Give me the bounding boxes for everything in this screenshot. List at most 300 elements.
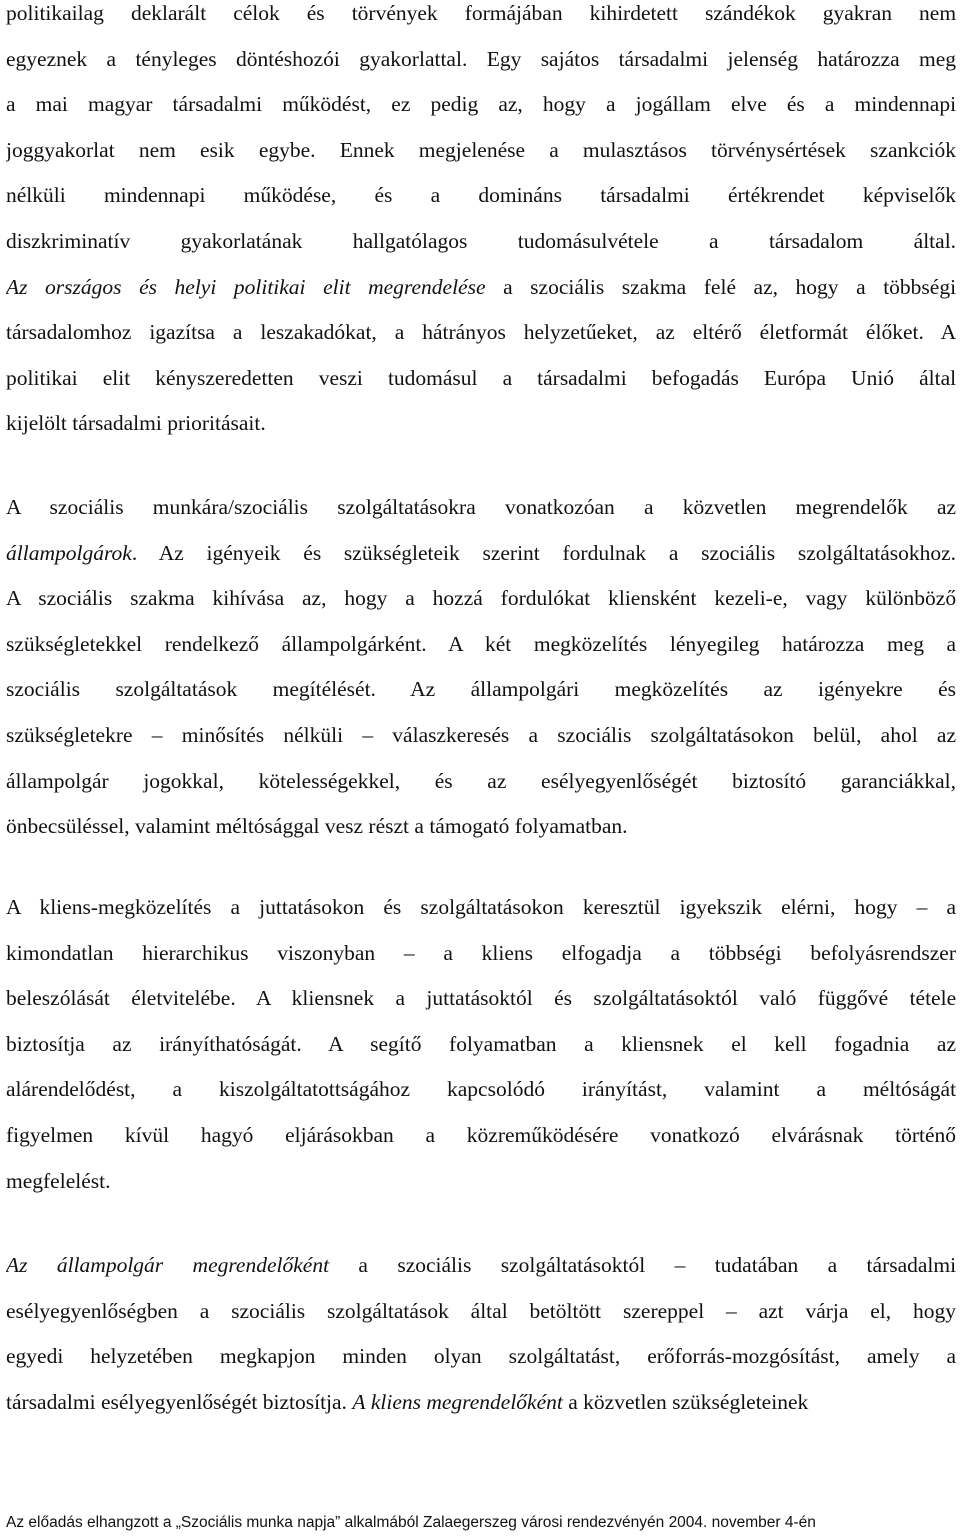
text-run: tényleges <box>135 46 217 71</box>
text-run: értékrendet <box>727 183 825 208</box>
text-run: fordulókat <box>500 586 591 611</box>
text-run: A <box>448 631 463 656</box>
text-run: és <box>554 986 573 1011</box>
text-run: és <box>306 1 325 25</box>
text-line <box>6 676 956 722</box>
text-run: helyzetűeket, <box>523 320 638 345</box>
text-run: hogy <box>795 274 839 299</box>
paragraph-4 <box>6 1252 956 1434</box>
text-run: a <box>394 320 405 345</box>
text-run: belül, <box>813 722 862 747</box>
text-run: szociális <box>38 586 113 611</box>
text-line <box>6 1252 956 1298</box>
text-run: szociális <box>530 274 605 299</box>
text-run: a <box>6 92 16 117</box>
text-run: kliens <box>481 940 534 965</box>
text-run: és <box>938 677 956 702</box>
text-run: a <box>827 1253 838 1277</box>
text-run: juttatásokon <box>259 895 365 919</box>
text-run: szolgáltatásoktól <box>593 986 738 1011</box>
text-run: való <box>759 986 797 1011</box>
text-run: életformát <box>759 320 848 345</box>
text-line <box>6 540 956 586</box>
italic-text: politikai <box>233 274 306 299</box>
text-line <box>6 410 956 456</box>
text-run: kötelességekkel, <box>258 768 401 793</box>
text-run: és <box>434 768 453 793</box>
text-run: a <box>430 183 441 208</box>
text-run: szükségletekre <box>6 722 133 747</box>
text-run: folyamatban <box>449 1031 557 1056</box>
text-run: a <box>425 1122 436 1147</box>
text-run: a <box>606 92 616 117</box>
text-run: az <box>936 722 956 747</box>
text-run: közvetlen <box>682 495 767 519</box>
text-run: fogadnia <box>834 1031 910 1056</box>
text-run: pedig <box>430 92 479 117</box>
text-line <box>6 365 956 411</box>
text-run: közvetlen <box>583 1389 667 1414</box>
text-run: függővé <box>817 986 889 1011</box>
text-run: működést, <box>282 92 372 117</box>
text-line <box>6 319 956 365</box>
text-run: A <box>328 1031 343 1056</box>
text-line <box>6 1076 956 1122</box>
text-run: közreműködésére <box>466 1122 619 1147</box>
italic-text: megrendelőként <box>192 1253 330 1277</box>
text-run: biztosítja <box>6 1031 85 1056</box>
text-run: politikai <box>6 365 78 390</box>
text-run: jogokkal, <box>143 768 224 793</box>
italic-text: országos <box>45 274 122 299</box>
text-run: szándékok <box>705 1 796 25</box>
text-run: valamint <box>134 814 211 839</box>
text-run: kliens-megközelítés <box>39 895 212 919</box>
text-run: társadalmi <box>618 46 709 71</box>
text-run: elérni, <box>781 895 836 919</box>
text-run: történő <box>895 1122 956 1147</box>
text-run: tétele <box>909 986 956 1011</box>
text-run: a <box>503 274 513 299</box>
text-run: – <box>674 1253 686 1277</box>
text-run: képviselők <box>862 183 956 208</box>
text-run: hogy <box>854 895 898 919</box>
text-run: munkára/szociális <box>152 495 309 519</box>
text-run: társadalmi <box>537 365 627 390</box>
text-run: jogállam <box>635 92 711 117</box>
paragraph-2 <box>6 494 956 859</box>
text-run: diszkriminatív <box>6 228 131 253</box>
text-line <box>6 228 956 274</box>
text-run: kényszeredetten <box>155 365 294 390</box>
text-run: vonatkozóan <box>504 495 615 519</box>
text-run: méltósággal <box>215 814 320 839</box>
text-run: esélyegyenlőségben <box>6 1298 178 1323</box>
text-run: megítélését. <box>272 677 376 702</box>
text-run: a <box>230 895 241 919</box>
text-run: a <box>549 137 559 162</box>
text-run: többségi <box>708 940 782 965</box>
text-run: – <box>151 722 163 747</box>
text-run: részt <box>368 814 410 839</box>
text-run: politikailag <box>6 1 104 25</box>
text-run: a <box>709 228 719 253</box>
text-run: szakma <box>130 586 195 611</box>
text-run: a <box>824 92 835 117</box>
text-line <box>6 768 956 814</box>
text-run: leszakadókat, <box>260 320 377 345</box>
text-run: vagy <box>805 586 848 611</box>
text-run: az, <box>753 274 778 299</box>
text-run: eltérő <box>692 320 742 345</box>
text-run: ahol <box>880 722 918 747</box>
text-run: a <box>670 940 681 965</box>
text-run: elvárásnak <box>771 1122 864 1147</box>
italic-text: állampolgárok <box>6 540 132 565</box>
text-run: tudomásulvétele <box>517 228 659 253</box>
text-run: önbecsüléssel, <box>6 814 130 839</box>
text-run: jelenség <box>727 46 798 71</box>
text-run: mai <box>35 92 68 117</box>
text-run: felé <box>703 274 736 299</box>
text-run: szolgáltatások <box>327 1298 449 1323</box>
text-run: valamint <box>704 1077 780 1102</box>
text-run: az <box>936 1031 956 1056</box>
text-run: az <box>655 320 675 345</box>
text-run: magyar <box>87 92 153 117</box>
text-run: Európa <box>763 365 827 390</box>
text-run: helyzetében <box>90 1344 193 1369</box>
text-run: irányíthatóságát. <box>159 1031 302 1056</box>
text-run: gyakorlattal. <box>359 46 468 71</box>
text-run: megkapjon <box>219 1344 316 1369</box>
text-run: eljárásokban <box>285 1122 394 1147</box>
text-run: nélküli <box>283 722 344 747</box>
text-run: esélyegyenlőségét <box>541 768 698 793</box>
text-run: a <box>443 940 453 965</box>
text-run: hagyó <box>200 1122 254 1147</box>
italic-text: helyi <box>174 274 217 299</box>
text-run: biztosító <box>732 768 807 793</box>
text-run: vesz <box>324 814 364 839</box>
text-run: hogy <box>913 1298 956 1323</box>
text-run: hallgatólagos <box>352 228 468 253</box>
text-run: szükségleteinek <box>672 1389 809 1414</box>
text-run: betöltött <box>529 1298 602 1323</box>
text-run: minősítés <box>181 722 265 747</box>
text-run: Egy <box>486 46 522 71</box>
italic-text: Az <box>6 1253 28 1277</box>
text-run: kliensnek <box>291 986 375 1011</box>
italic-text: kliens <box>370 1389 421 1414</box>
text-run: mindennapi <box>103 183 206 208</box>
text-run: a <box>232 320 243 345</box>
text-run: fordulnak <box>562 540 647 565</box>
text-run: – <box>916 895 928 919</box>
text-run: kapcsolódó <box>447 1077 545 1102</box>
text-run: az <box>487 768 507 793</box>
text-run: a <box>816 1077 826 1102</box>
text-run: törvények <box>351 1 438 25</box>
text-run: tudatában <box>714 1253 799 1277</box>
text-line <box>6 1343 956 1389</box>
text-run: megközelítés <box>533 631 648 656</box>
text-run: hierarchikus <box>142 940 249 965</box>
text-run: igazítsa <box>149 320 215 345</box>
text-run: A <box>940 320 956 345</box>
text-run: szolgáltatásokhoz. <box>797 540 956 565</box>
text-run: célok <box>233 1 280 25</box>
text-run: többségi <box>883 274 956 299</box>
text-run: kell <box>774 1031 807 1056</box>
text-run: A <box>6 495 21 519</box>
text-run: sajátos <box>540 46 600 71</box>
text-run: minden <box>342 1344 407 1369</box>
text-run: befolyásrendszer <box>810 940 956 965</box>
text-run: a <box>946 895 956 919</box>
text-run: méltóságát <box>862 1077 956 1102</box>
text-run: és <box>786 92 805 117</box>
text-run: a <box>199 1298 210 1323</box>
text-run: szükségletekkel <box>6 631 143 656</box>
text-run: működése, <box>243 183 337 208</box>
text-line <box>6 1168 956 1214</box>
text-line <box>6 813 956 859</box>
page-footer: Az előadás elhangzott a „Szociális munka napja” alkalmából Zalaegerszeg városi rendezvényén 2004. november 4-én <box>6 1514 816 1531</box>
text-line <box>6 985 956 1031</box>
text-run: Ennek <box>339 137 395 162</box>
text-run: határozza <box>782 631 865 656</box>
text-run: deklarált <box>130 1 207 25</box>
text-run: biztosítja. <box>262 1389 347 1414</box>
text-run: figyelmen <box>6 1122 94 1147</box>
text-run: társadalmi <box>6 1389 96 1414</box>
text-run: megrendelők <box>795 495 908 519</box>
text-run: szociális <box>397 1253 472 1277</box>
text-run: A <box>255 986 271 1011</box>
text-run: erőforrás-mozgósítást, <box>647 1344 841 1369</box>
text-line <box>6 1298 956 1344</box>
text-run: ez <box>391 92 411 117</box>
italic-text: elit <box>323 274 351 299</box>
text-run: határozza <box>817 46 900 71</box>
text-run: alárendelődést, <box>6 1077 136 1102</box>
text-run: és <box>374 183 393 208</box>
text-run: folyamatban. <box>514 814 628 839</box>
text-run: gyakran <box>822 1 893 25</box>
text-run: segítő <box>370 1031 422 1056</box>
text-run: igényekre <box>817 677 903 702</box>
text-run: a <box>584 1031 594 1056</box>
text-run: mulasztásos <box>582 137 687 162</box>
text-run: az <box>763 677 783 702</box>
text-run: egybe. <box>258 137 316 162</box>
text-run: egyedi <box>6 1344 64 1369</box>
text-run: – <box>362 722 374 747</box>
text-run: válaszkeresés <box>392 722 510 747</box>
text-run: a <box>644 495 654 519</box>
text-run: lényegileg <box>669 631 760 656</box>
text-line <box>6 585 956 631</box>
text-run: és <box>303 540 322 565</box>
text-run: az, <box>302 586 327 611</box>
text-run: az, <box>498 92 523 117</box>
italic-text: megrendelőként <box>426 1389 563 1414</box>
text-run: kliensnek <box>621 1031 704 1056</box>
text-run: egyeznek <box>6 46 88 71</box>
text-run: szociális <box>6 677 81 702</box>
text-line <box>6 894 956 940</box>
text-run: nem <box>138 137 176 162</box>
text-line <box>6 1031 956 1077</box>
text-run: megfelelést. <box>6 1168 111 1193</box>
text-run: társadalmi <box>866 1253 956 1277</box>
text-run: hátrányos <box>422 320 506 345</box>
text-run: Az <box>410 677 436 702</box>
text-run: el <box>731 1031 747 1056</box>
text-run: kimondatlan <box>6 940 114 965</box>
text-line <box>6 1122 956 1168</box>
text-run: a <box>172 1077 183 1102</box>
text-run: a <box>668 540 679 565</box>
text-run: – <box>403 940 415 965</box>
text-run: szociális <box>701 540 776 565</box>
text-run: szolgáltatások <box>115 677 238 702</box>
text-run: társadalmi <box>172 92 263 117</box>
text-run: a <box>395 986 406 1011</box>
text-run: domináns <box>478 183 562 208</box>
text-run: állampolgárként. <box>281 631 427 656</box>
text-run: kívül <box>124 1122 170 1147</box>
text-run: a <box>106 46 117 71</box>
text-run: kezeli-e, <box>714 586 788 611</box>
text-line <box>6 722 956 768</box>
text-run: kliensként <box>608 586 697 611</box>
text-run: tudomásul <box>387 365 478 390</box>
text-run: szereppel <box>623 1298 705 1323</box>
italic-text: állampolgár <box>56 1253 164 1277</box>
text-run: társadalom <box>768 228 864 253</box>
text-run: elve <box>730 92 767 117</box>
text-run: . <box>131 540 138 565</box>
text-run: prioritásait. <box>167 411 266 436</box>
text-run: esélyegyenlőségét <box>100 1389 258 1414</box>
text-run: juttatásoktól <box>426 986 533 1011</box>
text-line <box>6 631 956 677</box>
italic-text: és <box>139 274 157 299</box>
text-run: gyakorlatának <box>180 228 303 253</box>
text-run: kihívása <box>212 586 285 611</box>
italic-text: megrendelése <box>368 274 486 299</box>
paragraph-1 <box>6 0 956 456</box>
text-run: szolgáltatásokon <box>420 895 564 919</box>
text-run: kihirdetett <box>589 1 678 25</box>
text-run: szolgáltatásokra <box>337 495 476 519</box>
text-run: formájában <box>464 1 563 25</box>
text-run: szolgáltatásokon <box>650 722 794 747</box>
text-run: igyekszik <box>679 895 762 919</box>
text-run: támogató <box>429 814 510 839</box>
text-run: meg <box>886 631 924 656</box>
text-run: megjelenése <box>418 137 526 162</box>
text-run: szolgáltatást, <box>508 1344 621 1369</box>
text-run: mindennapi <box>854 92 956 117</box>
text-run: a <box>856 274 866 299</box>
text-run: szankciók <box>870 137 956 162</box>
text-run: társadalmi <box>72 411 162 436</box>
text-run: állampolgári <box>470 677 580 702</box>
text-run: – <box>726 1298 737 1323</box>
text-run: a <box>946 631 956 656</box>
text-run: élőket. <box>865 320 924 345</box>
text-run: Az <box>158 540 184 565</box>
text-line <box>6 0 956 46</box>
text-line <box>6 494 956 540</box>
text-line <box>6 182 956 228</box>
text-run: által <box>470 1298 508 1323</box>
text-run: szolgáltatásoktól <box>500 1253 646 1277</box>
text-run: az <box>937 495 956 519</box>
text-run: döntéshozói <box>236 46 340 71</box>
text-line <box>6 46 956 92</box>
text-run: a <box>946 1344 956 1369</box>
text-line <box>6 91 956 137</box>
text-run: és <box>383 895 402 919</box>
text-run: hogy <box>542 92 586 117</box>
text-run: Unió <box>851 365 895 390</box>
text-run: hogy <box>344 586 388 611</box>
text-run: megközelítés <box>614 677 729 702</box>
text-run: el, <box>870 1298 892 1323</box>
paragraph-3 <box>6 894 956 1213</box>
text-run: irányítást, <box>581 1077 668 1102</box>
text-run: vonatkozó <box>650 1122 740 1147</box>
text-run: szociális <box>231 1298 306 1323</box>
text-run: beleszólását <box>6 986 110 1011</box>
text-line <box>6 137 956 183</box>
text-run: kijelölt <box>6 411 67 436</box>
text-run: elit <box>102 365 131 390</box>
text-run: által <box>919 365 956 390</box>
text-run: a <box>358 1253 368 1277</box>
text-run: társadalmi <box>600 183 690 208</box>
text-run: A <box>6 895 21 919</box>
text-run: nélküli <box>6 183 66 208</box>
text-run: kiszolgáltatottságához <box>219 1077 411 1102</box>
text-run: amely <box>866 1344 920 1369</box>
text-line <box>6 940 956 986</box>
text-run: meg <box>919 46 956 71</box>
text-run: nem <box>919 1 956 25</box>
text-run: szociális <box>49 495 124 519</box>
text-run: a <box>405 586 415 611</box>
text-run: a <box>568 1389 578 1414</box>
text-run: életvitelébe. <box>131 986 236 1011</box>
text-run: olyan <box>433 1344 482 1369</box>
text-run: az <box>112 1031 132 1056</box>
text-run: állampolgár <box>6 768 109 793</box>
text-run: a <box>528 722 539 747</box>
text-run: garanciákkal, <box>840 768 956 793</box>
text-run: igényeik <box>206 540 281 565</box>
text-run: elfogadja <box>561 940 642 965</box>
text-run: különböző <box>865 586 956 611</box>
text-run: esik <box>200 137 235 162</box>
text-run: szakma <box>621 274 687 299</box>
text-run: a <box>414 814 424 839</box>
text-run: szükségleteik <box>343 540 460 565</box>
text-run: két <box>484 631 512 656</box>
